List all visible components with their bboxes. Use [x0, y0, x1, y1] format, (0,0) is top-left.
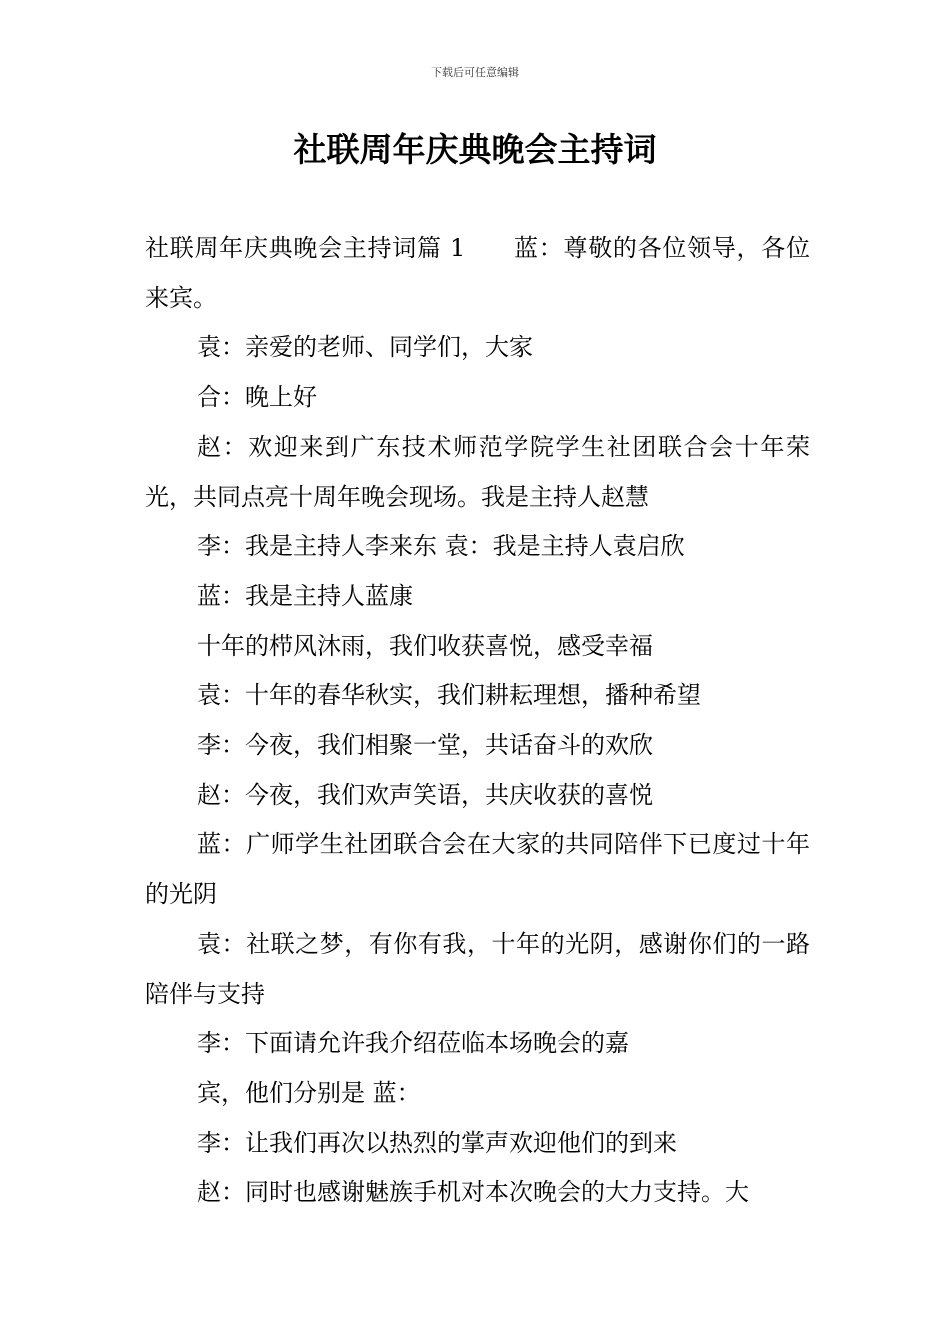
paragraph-13: 李：下面请允许我介绍莅临本场晚会的嘉 — [197, 1029, 629, 1058]
document-body — [145, 224, 810, 1218]
paragraph-9: 李：今夜，我们相聚一堂，共话奋斗的欢欣 — [197, 731, 653, 760]
header-note: 下载后可任意编辑 — [431, 66, 519, 79]
paragraph-14: 宾，他们分别是 蓝： — [197, 1078, 421, 1107]
section-heading: 社联周年庆典晚会主持词篇 1 — [145, 234, 466, 262]
paragraph-16: 赵：同时也感谢魅族手机对本次晚会的大力支持。大 — [197, 1178, 749, 1207]
paragraph-1 — [145, 224, 810, 323]
paragraph-15: 李：让我们再次以热烈的掌声欢迎他们的到来 — [197, 1128, 677, 1157]
paragraph-11: 蓝：广师学生社团联合会在大家的共同陪伴下已度过十年的光阴 — [145, 830, 810, 909]
paragraph-12: 袁：社联之梦，有你有我，十年的光阴，感谢你们的一路陪伴与支持 — [145, 929, 810, 1008]
paragraph-3: 合：晚上好 — [197, 383, 317, 412]
paragraph-8: 袁：十年的春华秋实，我们耕耘理想，播种希望 — [197, 681, 701, 710]
paragraph-6: 蓝：我是主持人蓝康 — [197, 581, 413, 610]
paragraph-5: 李：我是主持人李来东 袁：我是主持人袁启欣 — [197, 532, 685, 561]
paragraph-text: 蓝：尊敬的各位领导，各位来宾。 — [145, 234, 810, 312]
paragraph-4: 赵：欢迎来到广东技术师范学院学生社团联合会十年荣光，共同点亮十周年晚会现场。我是主持人赵慧 — [145, 432, 810, 511]
document-title: 社联周年庆典晚会主持词 — [293, 130, 657, 169]
paragraph-2: 袁：亲爱的老师、同学们，大家 — [197, 333, 533, 362]
paragraph-10: 赵：今夜，我们欢声笑语，共庆收获的喜悦 — [197, 780, 653, 809]
paragraph-7: 十年的栉风沐雨，我们收获喜悦，感受幸福 — [197, 631, 653, 660]
